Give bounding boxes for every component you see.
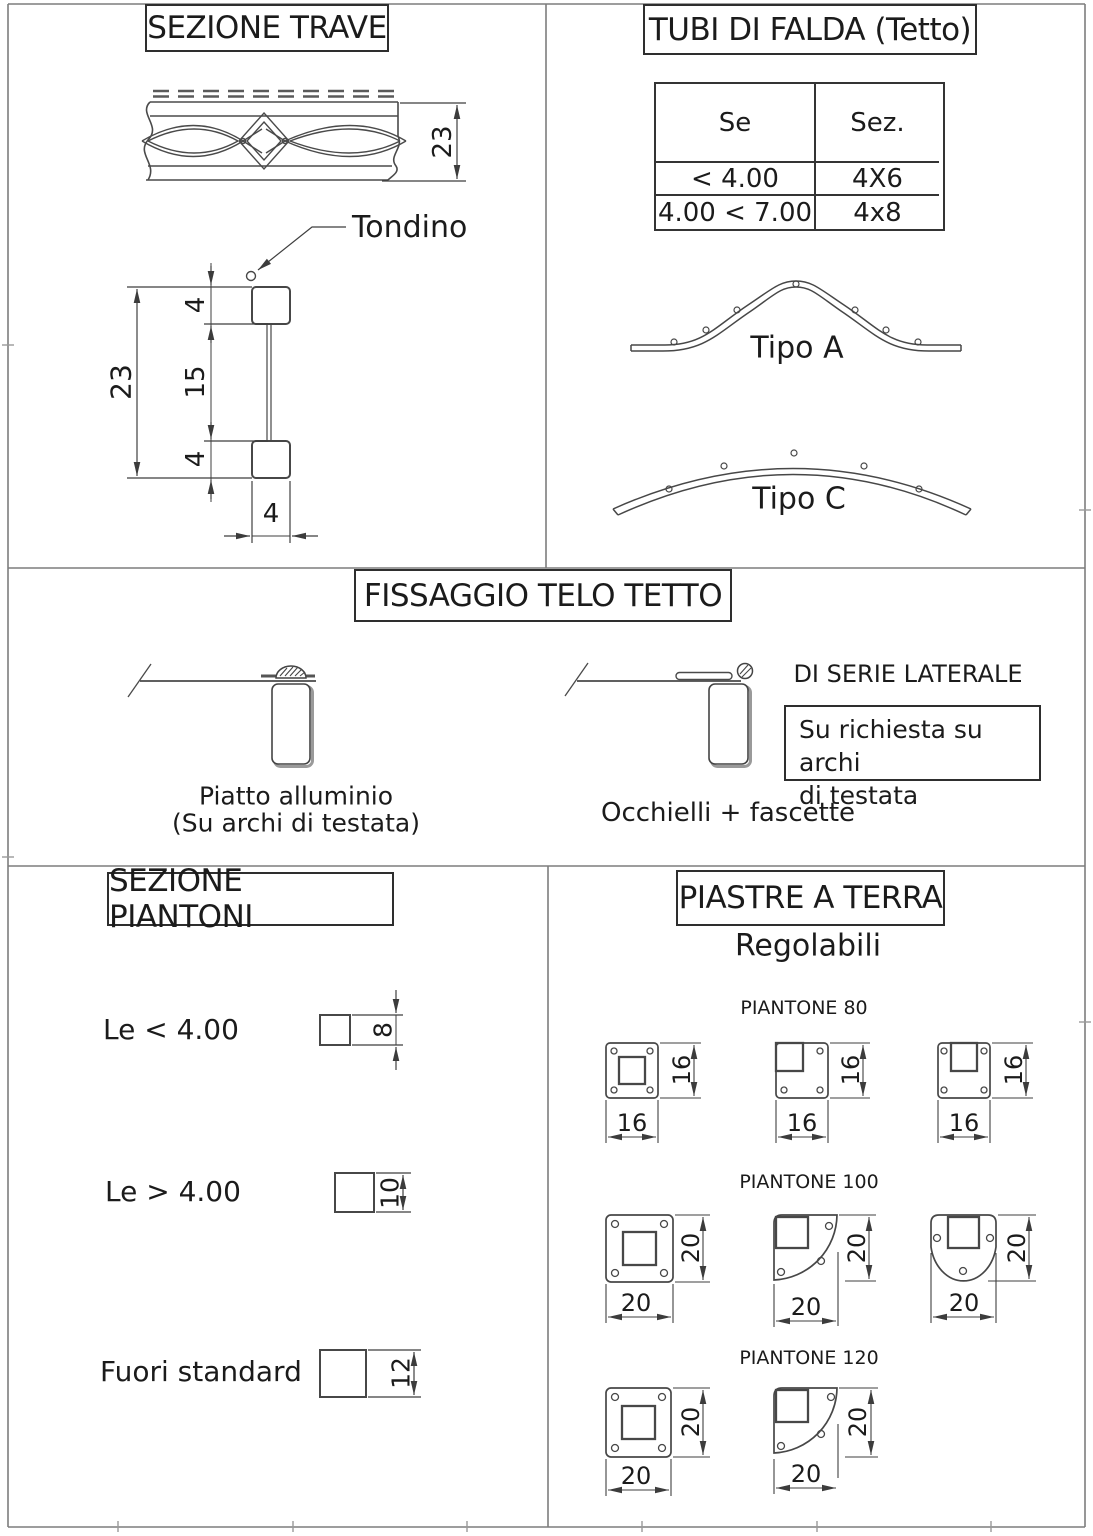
p100-plate2-vdim: 20 (843, 1232, 871, 1264)
table-row (656, 163, 943, 196)
cell-se-1: < 4.00 (656, 163, 816, 196)
header-se: Se (656, 84, 816, 163)
notebox-line2: di testata (799, 781, 919, 810)
header-sez: Sez. (816, 84, 939, 163)
tipo-c-label: Tipo C (752, 481, 846, 517)
web-dim-label: 15 (181, 365, 211, 399)
i-section-drawing (247, 272, 291, 479)
p80-plate3-hdim: 16 (948, 1109, 980, 1137)
title-text: PIASTRE A TERRA (678, 880, 943, 916)
p120-plate2-hdim: 20 (790, 1460, 822, 1488)
cell-sez-2: 4x8 (853, 197, 902, 228)
piantoni-row3-dim: 12 (386, 1357, 416, 1389)
section-title-piastre-a-terra (676, 870, 945, 926)
bottom-flange-dim-label: 4 (181, 450, 211, 468)
beam-profile-drawing (142, 91, 406, 180)
section-title-sezione-piantoni (107, 863, 394, 935)
width-dim-label: 4 (262, 499, 280, 529)
piantoni-row2-label: Le > 4.00 (105, 1175, 241, 1208)
piastre-subtitle: Regolabili (734, 928, 882, 964)
table-header-row (656, 84, 943, 163)
p80-plate3-vdim: 16 (1000, 1054, 1028, 1086)
p80-plate2-hdim: 16 (786, 1109, 818, 1137)
p120-plate1-vdim: 20 (677, 1406, 705, 1438)
title-text: TUBI DI FALDA (Tetto) (648, 11, 972, 48)
cell-se-2: 4.00 < 7.00 (656, 196, 816, 229)
piantoni-row3-label: Fuori standard (100, 1355, 302, 1388)
p120-plate1-hdim: 20 (620, 1462, 652, 1490)
title-text: FISSAGGIO TELO TETTO (363, 577, 723, 614)
p80-plate2-vdim: 16 (837, 1054, 865, 1086)
piatto-alluminio-subcaption: (Su archi di testata) (172, 808, 420, 838)
table-row (656, 196, 943, 229)
piatto-alluminio-drawing (128, 664, 316, 767)
piantoni-row2-dim: 10 (375, 1177, 405, 1209)
piantoni-sections-drawing (320, 1015, 374, 1397)
p100-plate2-hdim: 20 (790, 1293, 822, 1321)
piantone120-plates-drawing (606, 1388, 837, 1457)
notebox-line1: Su richiesta su archi (799, 715, 983, 777)
p100-plate3-hdim: 20 (948, 1289, 980, 1317)
occhielli-caption: Occhielli + fascette (600, 798, 856, 828)
title-text: SEZIONE TRAVE (147, 10, 387, 46)
p80-plate1-vdim: 16 (668, 1054, 696, 1086)
p100-plate1-vdim: 20 (677, 1232, 705, 1264)
section-title-tubi-di-falda (643, 4, 977, 55)
tondino-leader (258, 227, 346, 270)
section-title-sezione-trave (145, 4, 389, 52)
p100-plate3-vdim: 20 (1003, 1232, 1031, 1264)
cell-sez-1: 4X6 (816, 163, 939, 196)
piantone100-plates-drawing (606, 1215, 996, 1282)
falda-table (654, 82, 945, 231)
tipo-a-label: Tipo A (750, 330, 844, 366)
beam-height-dim-label: 23 (428, 125, 458, 159)
title-text: SEZIONE PIANTONI (109, 863, 253, 935)
tondino-label: Tondino (352, 210, 468, 245)
p80-plate1-hdim: 16 (616, 1109, 648, 1137)
section-title-fissaggio (354, 569, 732, 622)
occhielli-drawing (565, 663, 753, 767)
piantoni-row1-dim: 8 (368, 1022, 398, 1038)
piantoni-row1-label: Le < 4.00 (103, 1013, 239, 1046)
su-richiesta-notebox (784, 705, 1041, 810)
piantone100-label: PIANTONE 100 (739, 1171, 879, 1193)
di-serie-laterale-note: DI SERIE LATERALE (793, 660, 1023, 688)
top-flange-dim-label: 4 (181, 296, 211, 314)
p100-plate1-hdim: 20 (620, 1289, 652, 1317)
piantone80-label: PIANTONE 80 (740, 997, 868, 1019)
piantone120-label: PIANTONE 120 (739, 1347, 879, 1369)
piatto-alluminio-caption: Piatto alluminio (198, 781, 394, 811)
overall-height-dim-label: 23 (104, 364, 138, 400)
piantone80-plates-drawing (606, 1043, 990, 1098)
p120-plate2-vdim: 20 (844, 1406, 872, 1438)
